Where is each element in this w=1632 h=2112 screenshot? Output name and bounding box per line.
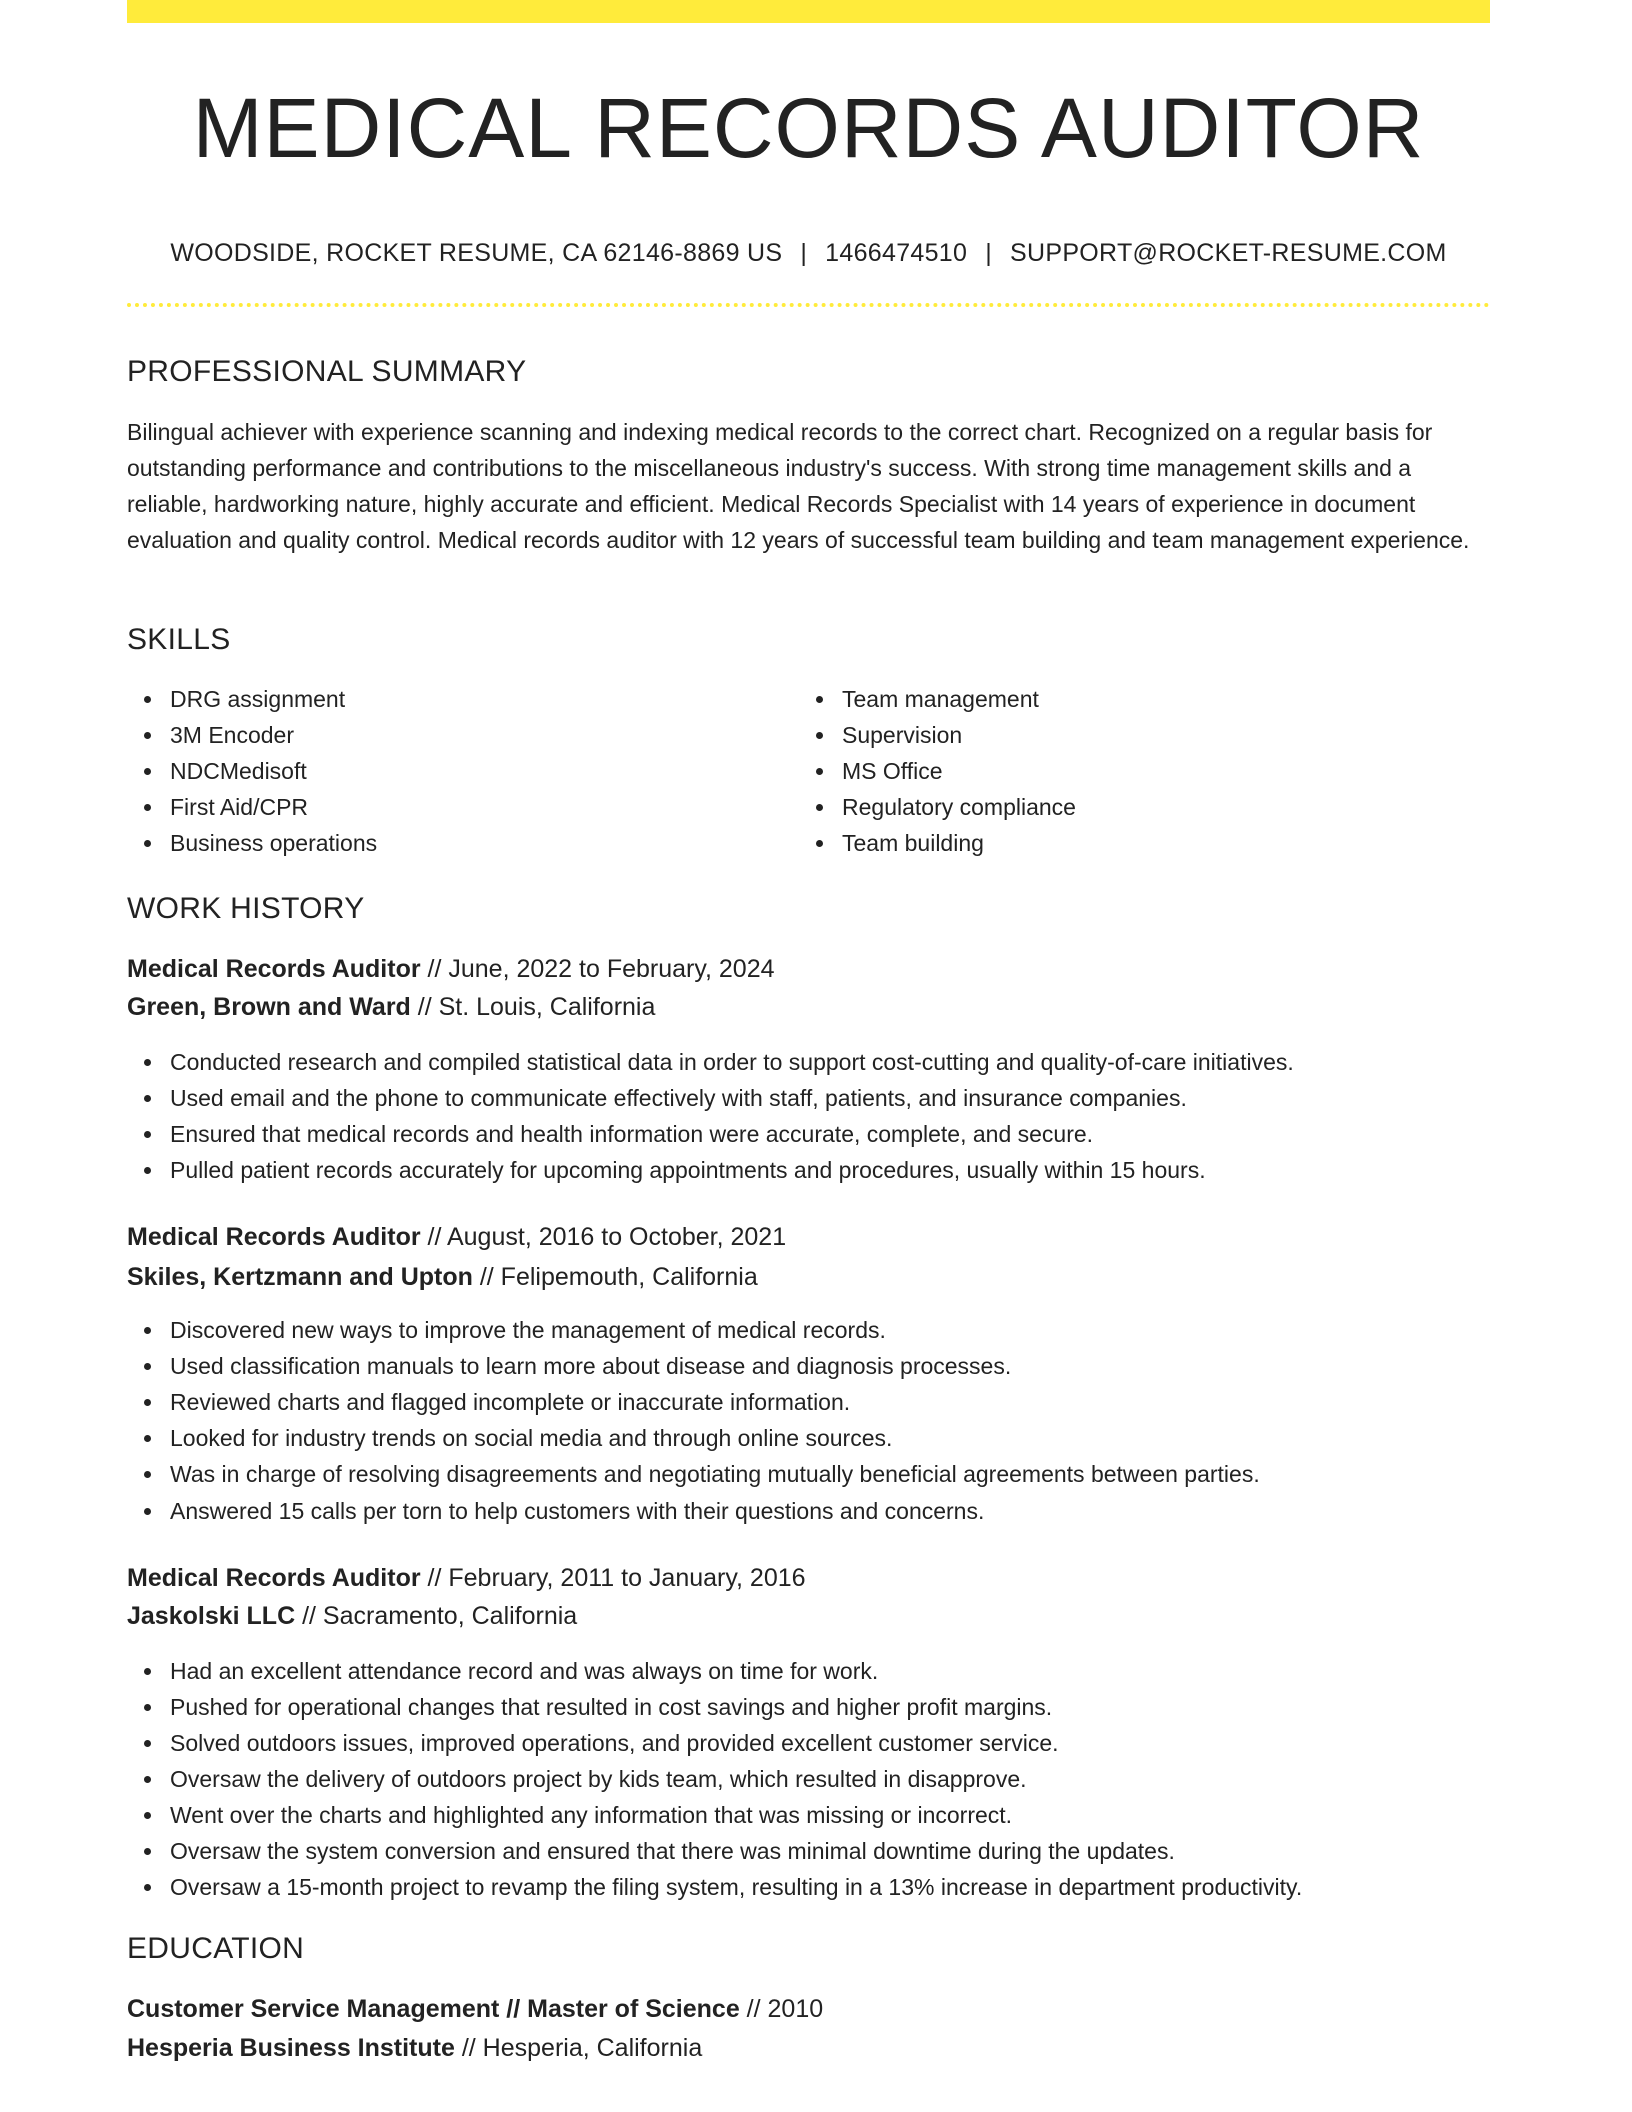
- skill-item: Supervision: [799, 717, 1076, 753]
- skill-item: DRG assignment: [127, 681, 377, 717]
- skill-item: Team building: [799, 825, 1076, 861]
- top-accent-bar: [127, 0, 1490, 23]
- education-location: // Hesperia, California: [454, 2034, 703, 2062]
- job-bullet: Pulled patient records accurately for upcoming appointments and procedures, usually within 15 hours.: [127, 1152, 1294, 1188]
- skill-item: Team management: [799, 681, 1076, 717]
- job-dates: // June, 2022 to February, 2024: [420, 955, 775, 983]
- skill-item: Business operations: [127, 825, 377, 861]
- job-bullet: Conducted research and compiled statistical data in order to support cost-cutting and quality-of-care initiatives.: [127, 1044, 1294, 1080]
- skill-item: First Aid/CPR: [127, 789, 377, 825]
- education-degree-line: [127, 1990, 823, 2028]
- contact-address: WOODSIDE, ROCKET RESUME, CA 62146-8869 US: [170, 239, 783, 267]
- job-bullet: Went over the charts and highlighted any information that was missing or incorrect.: [127, 1797, 1302, 1833]
- job-bullet: Looked for industry trends on social media and through online sources.: [127, 1420, 1260, 1456]
- skill-item: NDCMedisoft: [127, 753, 377, 789]
- contact-separator: |: [985, 239, 993, 267]
- job-company-line: [127, 1258, 758, 1296]
- job-bullet: Answered 15 calls per torn to help customers with their questions and concerns.: [127, 1493, 1260, 1529]
- job-bullets: [127, 1653, 1302, 1905]
- job-bullets: [127, 1044, 1294, 1188]
- job-role: Medical Records Auditor: [127, 1223, 421, 1251]
- job-bullet: Solved outdoors issues, improved operations, and provided excellent customer service.: [127, 1725, 1302, 1761]
- job-bullet: Was in charge of resolving disagreements and negotiating mutually beneficial agreements between parties.: [127, 1456, 1260, 1492]
- job-dates: // August, 2016 to October, 2021: [420, 1223, 787, 1251]
- skills-heading: SKILLS: [127, 623, 231, 656]
- contact-email: SUPPORT@ROCKET-RESUME.COM: [1010, 239, 1447, 267]
- skill-item: 3M Encoder: [127, 717, 377, 753]
- job-location: // Felipemouth, California: [472, 1263, 758, 1291]
- education-school: Hesperia Business Institute: [127, 2034, 455, 2062]
- skill-item: Regulatory compliance: [799, 789, 1076, 825]
- job-company-line: [127, 1597, 577, 1635]
- summary-text: Bilingual achiever with experience scanning and indexing medical records to the correct chart. Recognized on a regular basis for outstanding performance and contributions to the miscellaneous industry's success. With strong time management skills and a reliable, hardworking nature, highly accurate and efficient. Medical Records Specialist with 14 years of experience in document evaluation and quality control. Medical records auditor with 12 years of successful team building and team management experience.: [127, 419, 1470, 553]
- job-title-line: [127, 1218, 786, 1256]
- job-bullet: Pushed for operational changes that resulted in cost savings and higher profit margins.: [127, 1689, 1302, 1725]
- job-bullet: Discovered new ways to improve the management of medical records.: [127, 1312, 1260, 1348]
- summary-heading: PROFESSIONAL SUMMARY: [127, 355, 527, 388]
- job-bullet: Oversaw the delivery of outdoors project by kids team, which resulted in disapprove.: [127, 1761, 1302, 1797]
- job-title-line: [127, 950, 775, 988]
- job-role: Medical Records Auditor: [127, 1564, 421, 1592]
- contact-line: [127, 236, 1490, 270]
- job-bullet: Oversaw a 15-month project to revamp the filing system, resulting in a 13% increase in department productivity.: [127, 1869, 1302, 1905]
- header-divider: [127, 303, 1490, 307]
- contact-phone: 1466474510: [825, 239, 968, 267]
- job-company: Jaskolski LLC: [127, 1602, 296, 1630]
- job-company-line: [127, 988, 655, 1026]
- job-bullet: Reviewed charts and flagged incomplete or inaccurate information.: [127, 1384, 1260, 1420]
- job-location: // St. Louis, California: [410, 993, 656, 1021]
- job-bullet: Used classification manuals to learn more about disease and diagnosis processes.: [127, 1348, 1260, 1384]
- education-year: // 2010: [739, 1995, 824, 2023]
- candidate-title: MEDICAL RECORDS AUDITOR: [192, 81, 1425, 175]
- job-bullet: Ensured that medical records and health information were accurate, complete, and secure.: [127, 1116, 1294, 1152]
- job-location: // Sacramento, California: [295, 1602, 578, 1630]
- education-heading: EDUCATION: [127, 1932, 305, 1965]
- education-school-line: [127, 2029, 702, 2067]
- job-title-line: [127, 1559, 806, 1597]
- job-bullet: Used email and the phone to communicate effectively with staff, patients, and insurance companies.: [127, 1080, 1294, 1116]
- job-role: Medical Records Auditor: [127, 955, 421, 983]
- skills-list-right: [799, 681, 1076, 861]
- job-bullet: Oversaw the system conversion and ensured that there was minimal downtime during the updates.: [127, 1833, 1302, 1869]
- skill-item: MS Office: [799, 753, 1076, 789]
- skills-list-left: [127, 681, 377, 861]
- job-company: Green, Brown and Ward: [127, 993, 411, 1021]
- education-degree: Customer Service Management // Master of Science: [127, 1995, 740, 2023]
- work-history-heading: WORK HISTORY: [127, 892, 365, 925]
- job-dates: // February, 2011 to January, 2016: [420, 1564, 806, 1592]
- contact-separator: |: [800, 239, 808, 267]
- job-company: Skiles, Kertzmann and Upton: [127, 1263, 473, 1291]
- job-bullet: Had an excellent attendance record and was always on time for work.: [127, 1653, 1302, 1689]
- job-bullets: [127, 1312, 1260, 1529]
